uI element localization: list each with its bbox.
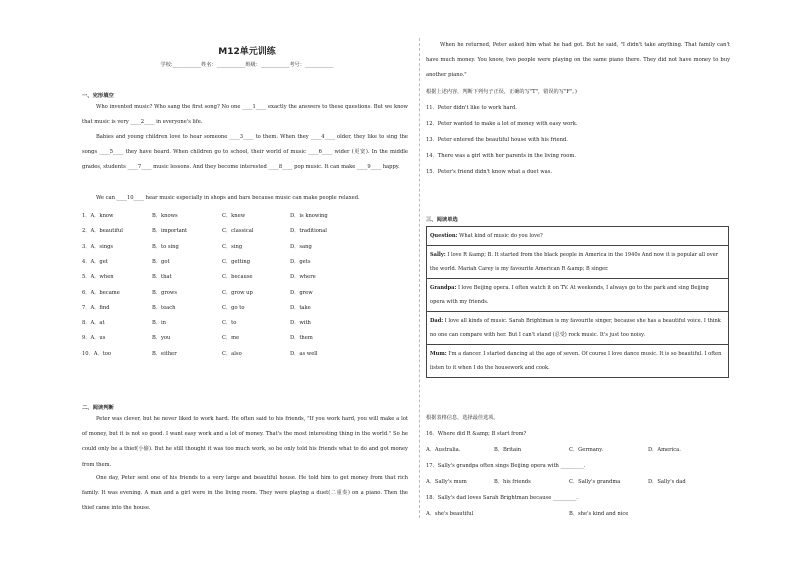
statement-15: 15．Peter's friend didn't know what a duet was. <box>426 169 553 175</box>
row-text: I love R &amp; B. It started from the black people in America in the 1940s And now it is popular all over the world. Mariah Carey is my favourite American R &amp; B singer. <box>430 252 719 272</box>
option-c: C．grow up <box>222 289 253 296</box>
statement-11: 11．Peter didn't like to work hard. <box>426 105 517 111</box>
q16-option-a: A．Australia. <box>426 447 461 453</box>
q18-option-b: B．she's kind and nice <box>569 511 629 517</box>
option-c: C．knew <box>222 213 246 219</box>
option-d: D．is knowing <box>290 213 328 219</box>
option-b: B．that <box>152 274 172 281</box>
page-title: M12单元训练 <box>218 47 276 57</box>
question-17: 17．Sally's grandpa often sings Beijing opera with _________. <box>426 463 586 469</box>
section1-para3: We can ____10____ hear music especially in shops and bars because music can make people relaxed. <box>96 195 360 201</box>
row-text: I'm a dancer. I started dancing at the age of seven. Of course I love dance music. It is so beautiful. I often listen to it when I do the housework and cook. <box>430 351 722 371</box>
table-row <box>427 246 729 279</box>
q18-options <box>426 510 730 520</box>
column-divider <box>419 38 420 518</box>
option-c: C．classical <box>222 228 254 235</box>
q16-option-b: B．Britain <box>494 447 522 453</box>
option-b: B．teach <box>152 304 176 311</box>
section1-title: 一、完形填空 <box>82 93 114 99</box>
option-row <box>82 289 412 299</box>
option-a: 6．A．became <box>82 289 120 296</box>
q18-option-a: A．she's beautiful <box>426 511 474 517</box>
option-c: C．also <box>222 350 242 357</box>
option-d: D．sang <box>290 243 312 250</box>
section2-para2: One day, Peter sent one of his friends to a very large and beautiful house. He told him to get money from that rich family. It was evening. A man and a girl were in the living room. They were playing a duet(二重奏) on a piano. Then the thief came into the house. <box>82 475 408 512</box>
option-row <box>82 273 412 283</box>
option-row <box>82 212 412 222</box>
row-label: Dad: <box>430 318 444 324</box>
question-16: 16．Where did R &amp; B start from? <box>426 431 527 437</box>
row-label: Question: <box>430 233 458 239</box>
section2-para1: Peter was clever, but he never liked to work hard. He often said to his friends, "If you work hard, you will make a lot of money, but it is not so good. I want easy work and a lot of money. That's the most interesting thing in the world." So he could only be a thief(小偷). But he still thought it was too much work, so he only told his friends what to do and got money from them. <box>82 416 408 468</box>
row-label: Sally: <box>430 252 446 258</box>
option-d: D．gets <box>290 258 311 265</box>
section2-title: 二、阅读判断 <box>82 405 114 411</box>
option-row <box>82 243 412 253</box>
option-c: C．getting <box>222 258 251 265</box>
question-18: 18．Sally's dad loves Sarah Brightman because _________. <box>426 495 578 501</box>
option-a: 7．A．find <box>82 304 110 311</box>
music-table <box>426 226 729 378</box>
option-b: B．important <box>152 228 188 235</box>
row-label: Mum: <box>430 351 447 357</box>
option-b: B．grows <box>152 289 178 296</box>
row-text: I love all kinds of music. Sarah Brightman is my favourite singer, because she has a beautiful voice. I think no one can compare with her. But I can't stand (忍受) rock music. It's just too noisy. <box>430 318 721 338</box>
option-d: D．them <box>290 335 313 342</box>
option-a: 4．A．get <box>82 258 108 265</box>
section1-para2: Babies and young children love to hear someone ____3____ to them. When they ____4____ older, they like to sing the songs ____5____ they have heard. When children go to school, their world of music ____6____ wider (更宽). In the middle grades, students ____7____ music lessons. And they become interested ____8____ pop music. It can make ____9____ happy. <box>82 134 408 171</box>
section3-instruction: 根据表格信息，选择最佳选项。 <box>426 415 499 421</box>
option-row <box>82 258 412 268</box>
q17-option-a: A．Sally's mum <box>426 479 467 485</box>
option-a: 1．A．know <box>82 213 114 219</box>
option-d: D．with <box>290 320 311 327</box>
section2-para3: When he returned, Peter asked him what he had got. But he said, "I didn't take anything. That family can't have much money. You know, two people were playing on the same piano there. They did not have money to buy another piano." <box>426 42 730 79</box>
table-row <box>427 312 729 345</box>
section1-para1: Who invented music? Who sang the first song? No one ____1____ exactly the answers to these questions. But we know that music is very ____2____ in everyone's life. <box>82 104 408 126</box>
row-label: Grandpa: <box>430 285 457 291</box>
option-c: C．to <box>222 320 237 327</box>
section2-instruction: 根据上述内容，判断下列句子正误，正确的写"T"，错误的写"F"。) <box>426 89 577 95</box>
q17-options <box>426 478 730 488</box>
option-b: B．knows <box>152 213 178 219</box>
row-text: I love Beijing opera. I often watch it on TV. At weekends, I always go to the park and sing Beijing opera with my friends. <box>430 285 709 305</box>
option-c: C．me <box>222 335 240 342</box>
option-d: D．take <box>290 304 311 311</box>
option-b: B．got <box>152 258 170 265</box>
section3-title: 三、阅读单选 <box>426 217 458 223</box>
option-b: B．to sing <box>152 243 179 250</box>
q16-options <box>426 446 730 456</box>
q17-option-d: D．Sally's dad <box>648 479 686 485</box>
option-row <box>82 319 412 329</box>
option-row <box>82 227 412 237</box>
option-a: 5．A．when <box>82 274 114 281</box>
option-row <box>82 334 412 344</box>
q16-option-d: D．America. <box>648 447 681 453</box>
option-a: 2．A．beautiful <box>82 228 123 235</box>
option-c: C．go to <box>222 304 245 311</box>
statement-14: 14．There was a girl with her parents in the living room. <box>426 153 576 159</box>
option-a: 9．A．us <box>82 335 106 342</box>
option-d: D．grew <box>290 289 313 296</box>
option-d: D．as well <box>290 350 318 357</box>
option-row <box>82 304 412 314</box>
table-row <box>427 227 729 246</box>
option-a: 3．A．sings <box>82 243 114 250</box>
option-a: 8．A．at <box>82 320 105 327</box>
option-a: 10．A．too <box>82 350 112 357</box>
q17-option-c: C．Sally's grandma <box>569 479 621 485</box>
option-row <box>82 350 412 360</box>
q16-option-c: C．Germany. <box>569 447 604 453</box>
table-row <box>427 279 729 312</box>
student-info-line: 学校:___________姓名：___________班级：___________考号：___________ <box>160 62 334 68</box>
q17-option-b: B．his friends <box>494 479 531 485</box>
option-c: C．sing <box>222 243 243 250</box>
option-b: B．you <box>152 335 171 342</box>
statement-13: 13．Peter entered the beautiful house with his friend. <box>426 137 568 143</box>
row-text: What kind of music do you love? <box>457 233 543 239</box>
option-c: C．because <box>222 274 253 281</box>
option-d: D．traditional <box>290 228 327 235</box>
statement-12: 12．Peter wanted to make a lot of money with easy work. <box>426 121 578 127</box>
option-b: B．either <box>152 350 177 357</box>
option-b: B．in <box>152 320 166 327</box>
table-row <box>427 345 729 378</box>
option-d: D．where <box>290 274 316 281</box>
